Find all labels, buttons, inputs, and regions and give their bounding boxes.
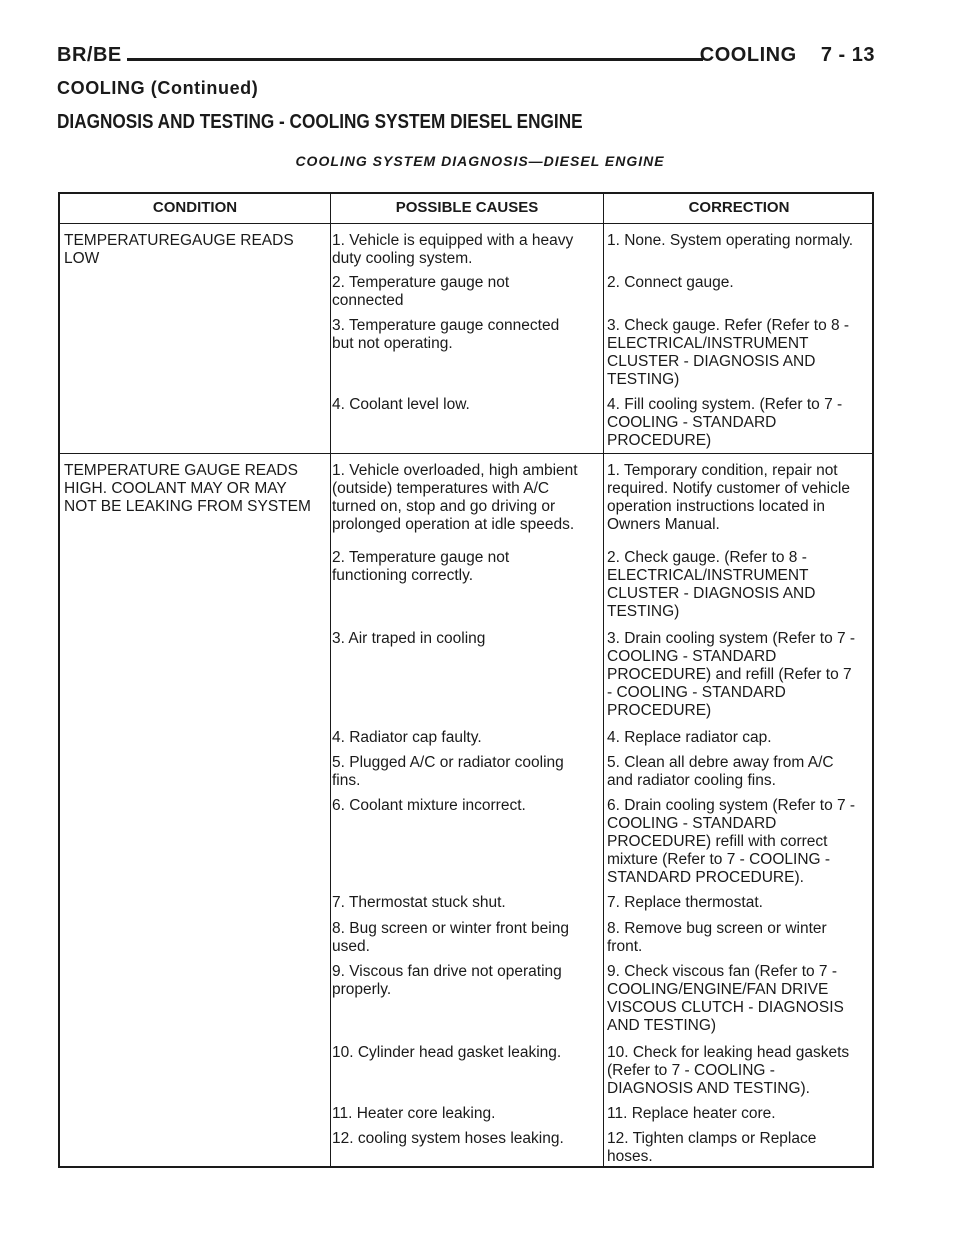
correction-cell: 7. Replace thermostat. (607, 894, 763, 911)
correction-cell: 3. Drain cooling system (Refer to 7 - COOLING - STANDARD PROCEDURE) and refill (Refer to 7 - COOLING - STANDARD PROCEDURE) (607, 630, 856, 719)
correction-cell: 10. Check for leaking head gaskets (Refer to 7 - COOLING - DIAGNOSIS AND TESTING). (607, 1044, 850, 1097)
cause-cell: 4. Coolant level low. (332, 396, 470, 413)
correction-cell: 4. Replace radiator cap. (607, 729, 772, 746)
cause-cell: 2. Temperature gauge not functioning correctly. (332, 549, 510, 584)
correction-cell: 12. Tighten clamps or Replace hoses. (607, 1130, 817, 1165)
header-rule (127, 58, 703, 61)
correction-cell: 5. Clean all debre away from A/C and radiator cooling fins. (607, 754, 834, 789)
column-header-correction: CORRECTION (688, 199, 790, 216)
correction-cell: 8. Remove bug screen or winter front. (607, 920, 827, 955)
correction-cell: 2. Connect gauge. (607, 274, 734, 291)
page-header (57, 44, 875, 72)
cause-cell: 5. Plugged A/C or radiator cooling fins. (332, 754, 564, 789)
cause-cell: 11. Heater core leaking. (332, 1105, 496, 1122)
section-title: DIAGNOSIS AND TESTING - COOLING SYSTEM DIESEL ENGINE (57, 111, 583, 133)
cause-cell: 3. Air traped in cooling (332, 630, 486, 647)
cause-cell: 4. Radiator cap faulty. (332, 729, 482, 746)
cause-cell: 3. Temperature gauge connected but not operating. (332, 317, 560, 352)
correction-cell: 6. Drain cooling system (Refer to 7 - COOLING - STANDARD PROCEDURE) refill with correct mixture (Refer to 7 - COOLING - STANDARD PROCEDURE). (607, 797, 856, 886)
section-page-number: COOLING 7 - 13 (699, 44, 875, 66)
diagnosis-table (58, 192, 874, 1168)
correction-cell: 2. Check gauge. (Refer to 8 - ELECTRICAL/INSTRUMENT CLUSTER - DIAGNOSIS AND TESTING) (607, 549, 816, 620)
correction-cell: 11. Replace heater core. (607, 1105, 776, 1122)
header-divider (60, 223, 872, 224)
correction-cell: 1. Temporary condition, repair not required. Notify customer of vehicle operation instructions located in Owners Manual. (607, 462, 850, 533)
cause-cell: 8. Bug screen or winter front being used. (332, 920, 569, 955)
column-divider (330, 194, 331, 1166)
correction-cell: 3. Check gauge. Refer (Refer to 8 - ELECTRICAL/INSTRUMENT CLUSTER - DIAGNOSIS AND TESTING) (607, 317, 850, 388)
condition-cell: TEMPERATURE GAUGE READS HIGH. COOLANT MAY OR MAY NOT BE LEAKING FROM SYSTEM (64, 462, 311, 515)
table-title: COOLING SYSTEM DIAGNOSIS—DIESEL ENGINE (295, 153, 665, 169)
cause-cell: 7. Thermostat stuck shut. (332, 894, 506, 911)
cause-cell: 10. Cylinder head gasket leaking. (332, 1044, 562, 1061)
cause-cell: 12. cooling system hoses leaking. (332, 1130, 564, 1147)
column-header-condition: CONDITION (152, 199, 238, 216)
cause-cell: 1. Vehicle overloaded, high ambient (outside) temperatures with A/C turned on, stop and go driving or prolonged operation at idle speeds. (332, 462, 578, 533)
manual-code: BR/BE (57, 44, 122, 66)
condition-cell: TEMPERATUREGAUGE READS LOW (64, 232, 294, 267)
column-header-causes: POSSIBLE CAUSES (395, 199, 539, 216)
continued-heading: COOLING (Continued) (57, 78, 259, 98)
correction-cell: 4. Fill cooling system. (Refer to 7 - COOLING - STANDARD PROCEDURE) (607, 396, 843, 449)
column-divider (603, 194, 604, 1166)
cause-cell: 9. Viscous fan drive not operating properly. (332, 963, 562, 998)
group-divider (60, 453, 872, 454)
correction-cell: 1. None. System operating normaly. (607, 232, 854, 249)
cause-cell: 2. Temperature gauge not connected (332, 274, 510, 309)
correction-cell: 9. Check viscous fan (Refer to 7 - COOLING/ENGINE/FAN DRIVE VISCOUS CLUTCH - DIAGNOSIS AND TESTING) (607, 963, 844, 1034)
cause-cell: 1. Vehicle is equipped with a heavy duty cooling system. (332, 232, 574, 267)
cause-cell: 6. Coolant mixture incorrect. (332, 797, 526, 814)
